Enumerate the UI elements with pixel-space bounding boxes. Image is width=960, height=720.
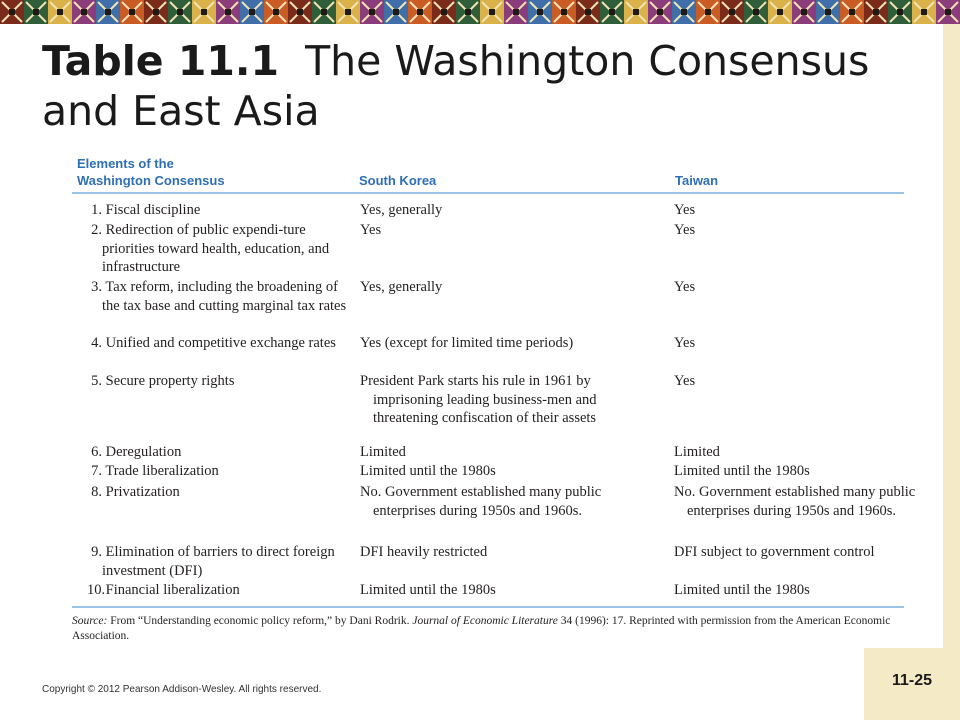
row-number: 1. [91, 202, 102, 218]
header-rule [72, 192, 904, 194]
row-number: 5. [91, 373, 102, 389]
element-text: Fiscal discipline [105, 202, 201, 218]
table-row-8-taiwan: No. Government established many public enterprises during 1950s and 1960s. [674, 484, 916, 519]
element-text: Elimination of barriers to direct foreign investment (DFI) [102, 544, 335, 579]
table-row-2-south-korea: Yes [360, 222, 382, 238]
page-number: 11-25 [891, 672, 933, 689]
table-row-1-taiwan: Yes [674, 202, 696, 218]
header-elements [77, 155, 225, 189]
header-elements-line1: Elements of the [77, 156, 174, 171]
header-taiwan: Taiwan [675, 173, 719, 188]
source-text-after: 34 (1996): 17. Reprinted with permission from the American Economic Association. [72, 615, 891, 642]
row-number: 6. [91, 444, 102, 460]
table-row-9-taiwan: DFI subject to government control [674, 544, 875, 560]
table-row-6-element [74, 443, 347, 462]
element-text: Privatization [105, 484, 180, 500]
table-row-10-element [74, 581, 347, 600]
table-row-5-south-korea: President Park starts his rule in 1961 by imprisoning leading business-men and threatening confiscation of their assets [360, 373, 597, 426]
table-row-4-taiwan: Yes [674, 335, 696, 351]
decorative-banner [0, 0, 960, 24]
row-number: 10. [87, 582, 106, 598]
table-row-10-south-korea: Limited until the 1980s [360, 582, 496, 598]
element-text: Secure property rights [105, 373, 235, 389]
header-south-korea: South Korea [359, 173, 437, 188]
table-row-3-taiwan: Yes [674, 279, 696, 295]
footer-rule [72, 606, 904, 608]
table-row-1-south-korea: Yes, generally [360, 202, 443, 218]
table-row-2-taiwan: Yes [674, 222, 696, 238]
source-text-before: From “Understanding economic policy reform,” by Dani Rodrik. [110, 615, 410, 627]
table-row-3-south-korea: Yes, generally [360, 279, 443, 295]
table-row-1-element [74, 201, 347, 220]
row-number: 4. [91, 335, 102, 351]
row-number: 8. [91, 484, 102, 500]
table-row-7-taiwan: Limited until the 1980s [674, 463, 810, 479]
table-row-5-element [74, 372, 347, 391]
table-row-2-element [74, 221, 347, 277]
element-text: Unified and competitive exchange rates [105, 335, 336, 351]
source-note [72, 614, 912, 644]
element-text: Deregulation [105, 444, 182, 460]
row-number: 7. [91, 463, 102, 479]
table-row-6-south-korea: Limited [360, 444, 406, 460]
element-text: Tax reform, including the broadening of the tax base and cutting marginal tax rates [102, 279, 347, 314]
table-row-8-element [74, 483, 347, 502]
table-row-4-south-korea: Yes (except for limited time periods) [360, 335, 574, 351]
table-row-5-taiwan: Yes [674, 373, 696, 389]
title-text: The Washington Consensus and East Asia [42, 37, 870, 135]
element-text: Redirection of public expendi-ture priorities toward health, education, and infrastructure [102, 222, 330, 275]
element-text: Financial liberalization [105, 582, 240, 598]
table-row-9-element [74, 543, 347, 580]
table-row-8-south-korea: No. Government established many public enterprises during 1950s and 1960s. [360, 484, 602, 519]
slide-title [42, 36, 932, 136]
table-label: Table 11.1 [42, 37, 279, 85]
table-row-10-taiwan: Limited until the 1980s [674, 582, 810, 598]
row-number: 2. [91, 222, 102, 238]
right-decorative-strip [943, 24, 960, 648]
header-elements-line2: Washington Consensus [77, 173, 225, 188]
table-row-7-element [74, 462, 347, 481]
row-number: 3. [91, 279, 102, 295]
table-row-7-south-korea: Limited until the 1980s [360, 463, 496, 479]
table-row-6-taiwan: Limited [674, 444, 720, 460]
copyright-notice: Copyright © 2012 Pearson Addison-Wesley. All rights reserved. [42, 684, 322, 695]
element-text: Trade liberalization [105, 463, 219, 479]
table-row-3-element [74, 278, 347, 315]
table-row-9-south-korea: DFI heavily restricted [360, 544, 488, 560]
source-label: Source: [72, 615, 108, 627]
row-number: 9. [91, 544, 102, 560]
source-journal: Journal of Economic Literature [412, 615, 558, 627]
table-row-4-element [74, 334, 347, 353]
